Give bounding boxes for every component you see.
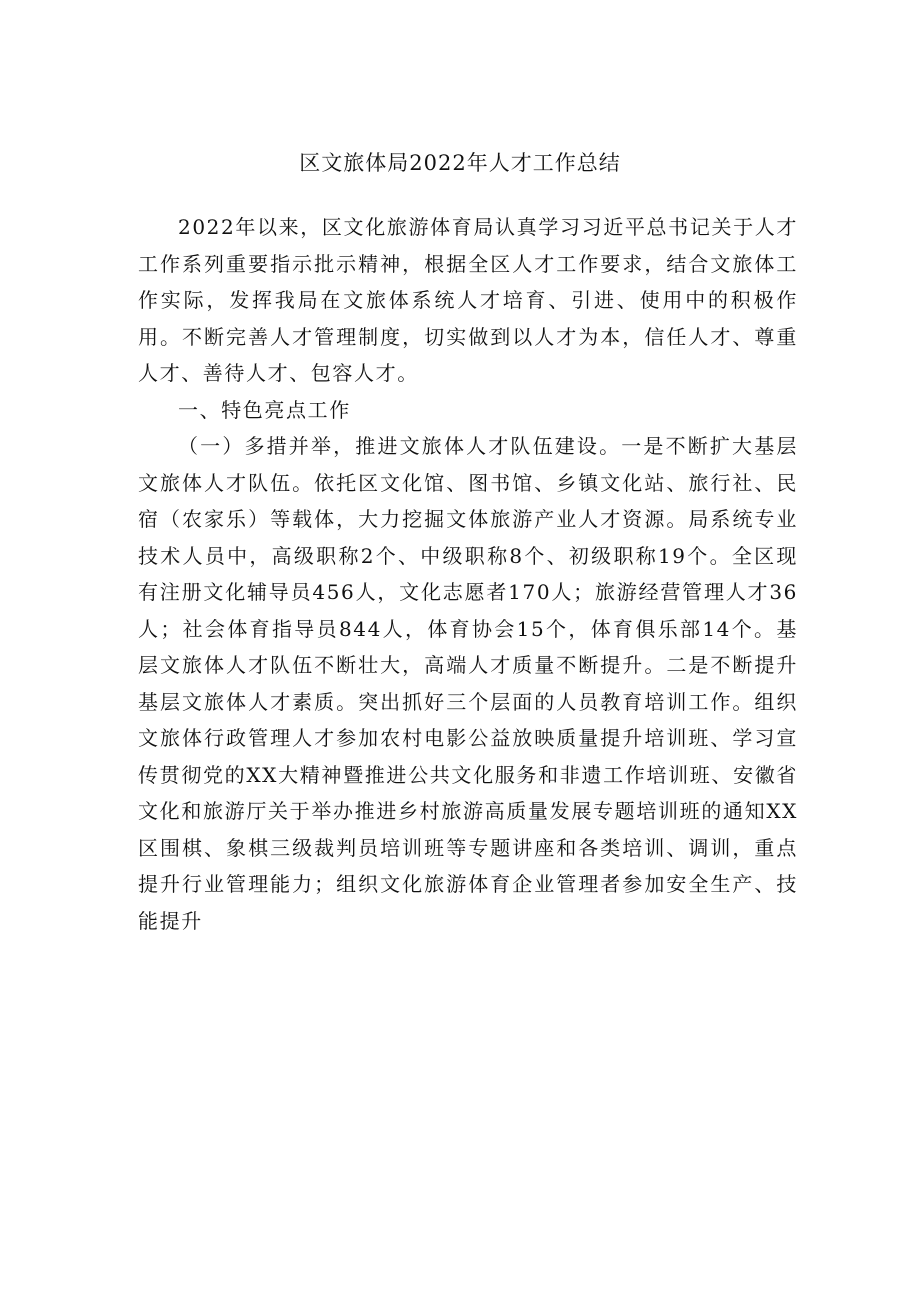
section-heading: 一、特色亮点工作: [178, 397, 351, 422]
intro-paragraph: 2022年以来，区文化旅游体育局认真学习习近平总书记关于人才工作系列重要指示批示精神，根据全区人才工作要求，结合文旅体工作实际，发挥我局在文旅体系统人才培育、引进、使用中的积极作用。不断完善人才管理制度，切实做到以人才为本，信任人才、尊重人才、善待人才、包容人才。: [138, 215, 798, 385]
subsection-paragraph: （一）多措并举，推进文旅体人才队伍建设。一是不断扩大基层文旅体人才队伍。依托区文化馆、图书馆、乡镇文化站、旅行社、民宿（农家乐）等载体，大力挖掘文体旅游产业人才资源。局系统专业技术人员中，高级职称2个、中级职称8个、初级职称19个。全区现有注册文化辅导员456人，文化志愿者170人；旅游经营管理人才36人；社会体育指导员844人，体育协会15个，体育俱乐部14个。基层文旅体人才队伍不断壮大，高端人才质量不断提升。二是不断提升基层文旅体人才素质。突出抓好三个层面的人员教育培训工作。组织文旅体行政管理人才参加农村电影公益放映质量提升培训班、学习宣传贯彻党的XX大精神暨推进公共文化服务和非遗工作培训班、安徽省文化和旅游厅关于举办推进乡村旅游高质量发展专题培训班的通知XX区围棋、象棋三级裁判员培训班等专题讲座和各类培训、调训，重点提升行业管理能力；组织文化旅游体育企业管理者参加安全生产、技能提升: [138, 434, 798, 933]
document-title: 区文旅体局2022年人才工作总结: [299, 151, 621, 175]
document-body: [138, 209, 798, 939]
